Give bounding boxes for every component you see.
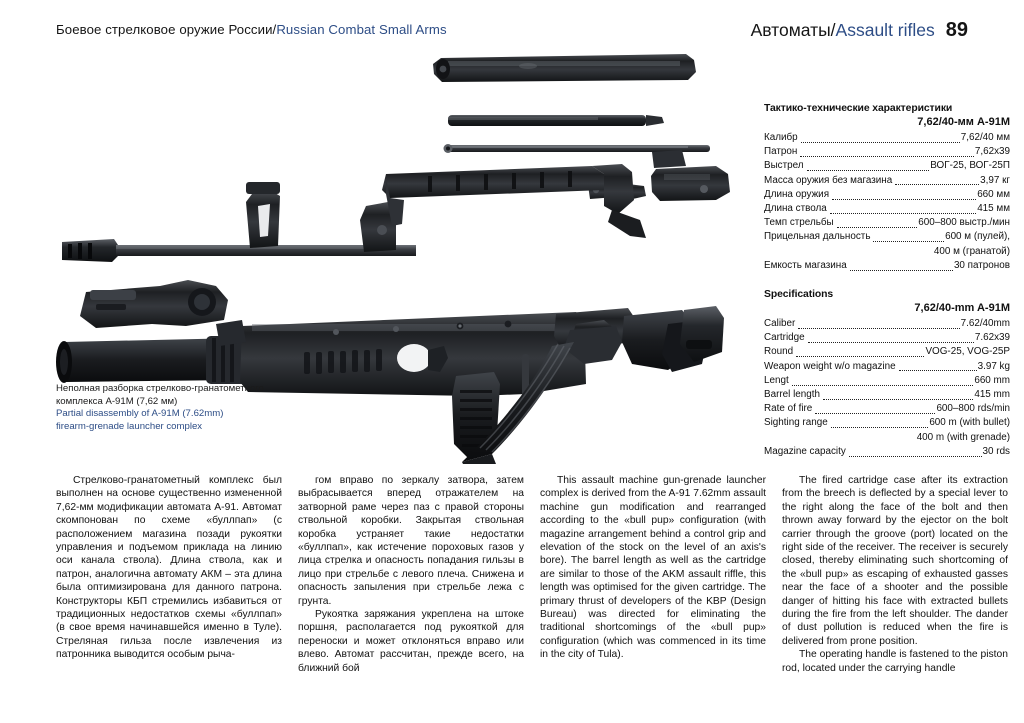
leader-dots <box>830 213 976 214</box>
leader-dots <box>800 156 974 157</box>
spec-label: Емкость магазина <box>764 259 847 271</box>
body-column-1 <box>56 474 282 704</box>
spec-value: 3,97 кг <box>980 174 1010 186</box>
spec-value: 660 mm <box>974 374 1010 386</box>
running-head-left-en: Russian Combat Small Arms <box>276 22 447 37</box>
spec-label: Sighting range <box>764 417 828 429</box>
spec-label: Длина ствола <box>764 203 827 215</box>
caption-ru-line-1: Неполная разборка стрелково-гранатометного <box>56 383 264 394</box>
spec-label: Barrel length <box>764 389 820 401</box>
spec-label: Magazine capacity <box>764 445 846 457</box>
specs-ru-title: Тактико-технические характеристики <box>764 103 953 114</box>
spec-label: Выстрел <box>764 160 804 172</box>
table-row <box>764 202 1010 216</box>
running-head-right <box>751 19 968 42</box>
table-row <box>764 416 1010 430</box>
spec-label: Патрон <box>764 146 798 158</box>
caption-en-line-2: firearm-grenade launcher complex <box>56 420 203 432</box>
table-row <box>764 374 1010 388</box>
table-row <box>764 345 1010 359</box>
spec-label: Lengt <box>764 374 789 386</box>
caption-ru-line-2: комплекса А-91М (7,62 мм) <box>56 395 178 407</box>
table-row <box>764 360 1010 374</box>
table-row <box>764 331 1010 345</box>
spec-value: 30 rds <box>982 445 1010 457</box>
spec-value: 415 мм <box>977 203 1010 215</box>
body-paragraph: The operating handle is fastened to the piston rod, located under the carrying handle <box>782 649 1008 674</box>
table-row <box>764 216 1010 230</box>
body-paragraph: Стрелково-гранатометный комплекс был выполнен на основе существенно измененной 7,62-мм модификации автомата А-91. Автомат скомпонован по схеме «буллпап» (с расположением магазина позади рукоятки управления и подъемом приклада на линию оси канала ствола). Длина ствола, как и патрон, аналогична автомату АКМ – эта длина была оптимизирована для данного патрона. Конструкторы КБП стремились избавиться от традиционных недостатков схемы «буллпап» (в свое время начинавшейся именно в Туле). Стреляная гильза после извлечения из патронника выводится особым рыча- <box>56 475 282 661</box>
running-head-left-slash: / <box>272 22 277 37</box>
gas-block-part <box>651 150 730 201</box>
specs-en-model: 7,62/40-mm A-91M <box>914 302 1010 315</box>
leader-dots <box>895 184 979 185</box>
figure-caption <box>56 383 356 433</box>
leader-dots <box>823 399 973 400</box>
leader-dots <box>796 356 924 357</box>
leader-dots <box>807 170 930 171</box>
leader-dots <box>801 142 960 143</box>
leader-dots <box>815 413 935 414</box>
table-row <box>764 402 1010 416</box>
leader-dots <box>792 385 974 386</box>
spec-value: 7.62/40mm <box>960 318 1010 330</box>
body-paragraph: This assault machine gun-grenade launcher complex is derived from the A-91 7.62mm assault machine gun modification and rearranged according to the «bull pup» configuration (with magazine arrangement behind a control grip and elevation of the stock on the level of an axis's bore). The barrel length as well as the cartridge are similar to those of the AKM assault riffle, this length was optimised for the given cartridge. The primary thrust of developers of the KBP (Design Bureau) was directed for eliminating the traditional shortcomings of the «bull pup» configuration (which was commenced in its time in the city of Tula). <box>540 475 766 661</box>
table-spacer <box>764 273 1010 289</box>
spec-value: 7,62x39 <box>974 146 1010 158</box>
spec-label: Cartridge <box>764 332 805 344</box>
page-number: 89 <box>945 19 968 41</box>
spec-label: Длина оружия <box>764 188 830 200</box>
table-row <box>764 445 1010 459</box>
spec-value: 7,62/40 мм <box>960 132 1010 143</box>
spec-value: 3.97 kg <box>977 360 1010 372</box>
table-row <box>764 174 1010 188</box>
table-row <box>764 388 1010 402</box>
spec-value: 415 mm <box>974 389 1010 401</box>
spec-value: 600–800 выстр./мин <box>918 217 1010 229</box>
body-column-3 <box>540 474 766 704</box>
specs-en-title: Specifications <box>764 289 834 301</box>
table-row <box>764 145 1010 159</box>
specs-table-en <box>764 289 1010 459</box>
table-row <box>764 188 1010 202</box>
leader-dots <box>832 199 976 200</box>
body-paragraph: гом вправо по зеркалу затвора, затем выбрасывается вперед отражателем на затворной раме через паз с правой стороны ствольной коробки. Закрытая ствольная коробка устраняет такие недостатки «буллпап», как истечение пороховых газов у лица стрелка и опасность попадания гильзы в лицо при стрельбе с левого плеча. Снижена и опасность запыления при стрельбе лежа с грунта. <box>298 475 524 607</box>
spec-value-continuation: 400 m (with grenade) <box>916 431 1010 443</box>
specs-table-ru <box>764 103 1010 273</box>
running-head-left-ru: Боевое стрелковое оружие России <box>56 22 273 37</box>
leader-dots <box>873 241 944 242</box>
table-row <box>764 230 1010 244</box>
spec-value: 600–800 rds/min <box>936 403 1010 415</box>
specifications-panel <box>764 103 1010 459</box>
spec-label: Rate of fire <box>764 403 813 415</box>
upper-receiver-assembly <box>62 164 646 262</box>
table-row <box>764 259 1010 273</box>
running-head-right-slash: / <box>830 20 836 40</box>
leader-dots <box>798 328 959 329</box>
spec-label: Масса оружия без магазина <box>764 174 893 186</box>
spec-label: Weapon weight w/o magazine <box>764 360 896 372</box>
spec-label: Темп стрельбы <box>764 217 834 229</box>
table-row <box>764 131 1010 145</box>
spec-value: 30 патронов <box>953 259 1010 271</box>
spec-value: VOG-25, VOG-25P <box>925 346 1010 358</box>
gas-tube-part <box>448 115 664 126</box>
spec-value: 600 м (пулей), <box>945 231 1010 243</box>
running-head-right-ru: Автоматы <box>750 20 831 40</box>
spec-label: Прицельная дальность <box>764 231 871 243</box>
spec-label: Round <box>764 346 794 358</box>
spec-label: Caliber <box>764 318 796 330</box>
leader-dots <box>899 370 977 371</box>
leader-dots <box>849 456 982 457</box>
table-row <box>764 317 1010 331</box>
body-paragraph: The fired cartridge case after its extraction from the breech is deflected by a special lever to the right along the face of the bolt and then thrown away forward by the ejector on the bolt carrier through the groove (port) located on the right side of the receiver. The receiver is securely closed, thereby eliminating such shortcoming of the «bull pup» as escaping of exhausted gasses near the face of a shooter and the possible danger of hitting his face with extracted bullets during the fire from the left shoulder. The dander of dust pollution is reduced when the fire is delivered from prone position. <box>782 475 1008 647</box>
handguard-part <box>433 54 696 82</box>
running-head-right-en: Assault rifles <box>835 20 935 40</box>
leader-dots <box>808 342 974 343</box>
body-column-4 <box>782 474 1008 704</box>
spec-value: 7.62x39 <box>974 332 1010 344</box>
spec-value-continuation: 400 м (гранатой) <box>933 245 1010 257</box>
body-text-columns <box>56 474 1008 704</box>
body-column-2 <box>298 474 524 704</box>
spec-value: ВОГ-25, ВОГ-25П <box>930 160 1010 172</box>
leader-dots <box>850 270 953 271</box>
spec-label: Калибр <box>764 132 798 143</box>
caption-en-line-1: Partial disassembly of A-91M (7.62mm) <box>56 408 224 420</box>
leader-dots <box>837 227 918 228</box>
spec-value: 660 мм <box>977 188 1010 200</box>
body-paragraph: Рукоятка заряжания укреплена на штоке поршня, располагается под рукояткой для переноски и может отклоняться вправо или влево. Автомат рассчитан, прежде всего, на ближний бой <box>298 609 524 674</box>
table-row <box>764 159 1010 173</box>
spec-value: 600 m (with bullet) <box>929 417 1010 429</box>
leader-dots <box>831 427 929 428</box>
specs-ru-model: 7,62/40-мм А-91М <box>917 116 1010 128</box>
